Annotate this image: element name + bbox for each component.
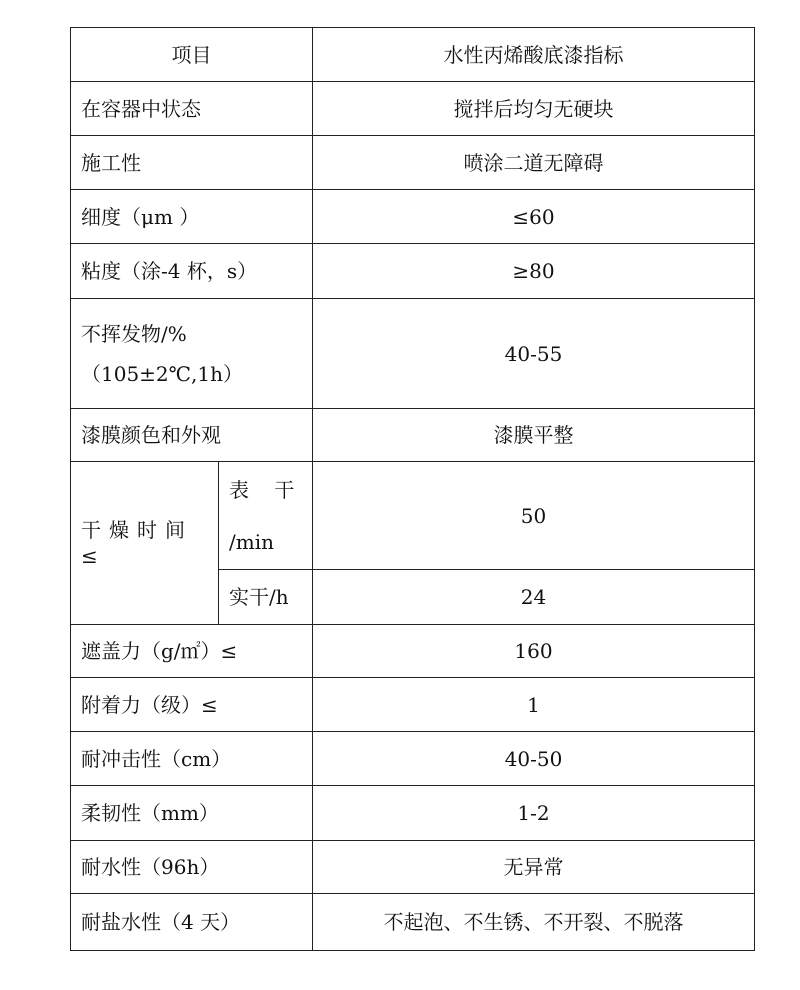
hard-dry-label: 实干/h: [219, 570, 313, 625]
row-item: 柔韧性（mm）: [71, 786, 313, 841]
table-row: [71, 190, 755, 244]
table-row: [71, 82, 755, 136]
table-row: [71, 409, 755, 462]
surface-dry-label: 表 干 /min: [219, 462, 313, 570]
table-row: [71, 625, 755, 678]
table-row: [71, 136, 755, 190]
table-row: [71, 841, 755, 894]
table-row: [71, 299, 755, 409]
table-header-row: [71, 28, 755, 82]
table-row: [71, 732, 755, 786]
row-value: 不起泡、不生锈、不开裂、不脱落: [313, 894, 755, 951]
row-value: 40-50: [313, 732, 755, 786]
row-value: 漆膜平整: [313, 409, 755, 462]
row-value: 160: [313, 625, 755, 678]
table-row: [71, 894, 755, 951]
row-value: 1-2: [313, 786, 755, 841]
row-item: 耐冲击性（cm）: [71, 732, 313, 786]
row-item: 附着力（级）≤: [71, 678, 313, 732]
row-value: 40-55: [313, 299, 755, 409]
row-item: 在容器中状态: [71, 82, 313, 136]
row-value: 无异常: [313, 841, 755, 894]
table-row: [71, 244, 755, 299]
row-value: 搅拌后均匀无硬块: [313, 82, 755, 136]
line-gap-mark: [707, 458, 711, 460]
header-value: 水性丙烯酸底漆指标: [313, 28, 755, 82]
drying-label: [71, 462, 219, 625]
row-item: 遮盖力（g/㎡）≤: [71, 625, 313, 678]
row-item: 施工性: [71, 136, 313, 190]
table-row-drying-surface: [71, 462, 755, 570]
row-value: ≤60: [313, 190, 755, 244]
row-item: 粘度（涂-4 杯，s）: [71, 244, 313, 299]
row-value: 喷涂二道无障碍: [313, 136, 755, 190]
row-item: 漆膜颜色和外观: [71, 409, 313, 462]
row-item: 耐水性（96h）: [71, 841, 313, 894]
row-value: ≥80: [313, 244, 755, 299]
header-item: 项目: [71, 28, 313, 82]
table-row: [71, 786, 755, 841]
hard-dry-value: 24: [313, 570, 755, 625]
row-item: 不挥发物/% （105±2℃,1h）: [71, 299, 313, 409]
drying-label-line1: 干燥时间: [81, 518, 193, 542]
row-item: 细度（μm ）: [71, 190, 313, 244]
row-item: 耐盐水性（4 天）: [71, 894, 313, 951]
table-row: [71, 678, 755, 732]
spec-table: [70, 27, 755, 951]
surface-dry-value: 50: [313, 462, 755, 570]
drying-label-line2: ≤: [81, 544, 106, 568]
row-value: 1: [313, 678, 755, 732]
